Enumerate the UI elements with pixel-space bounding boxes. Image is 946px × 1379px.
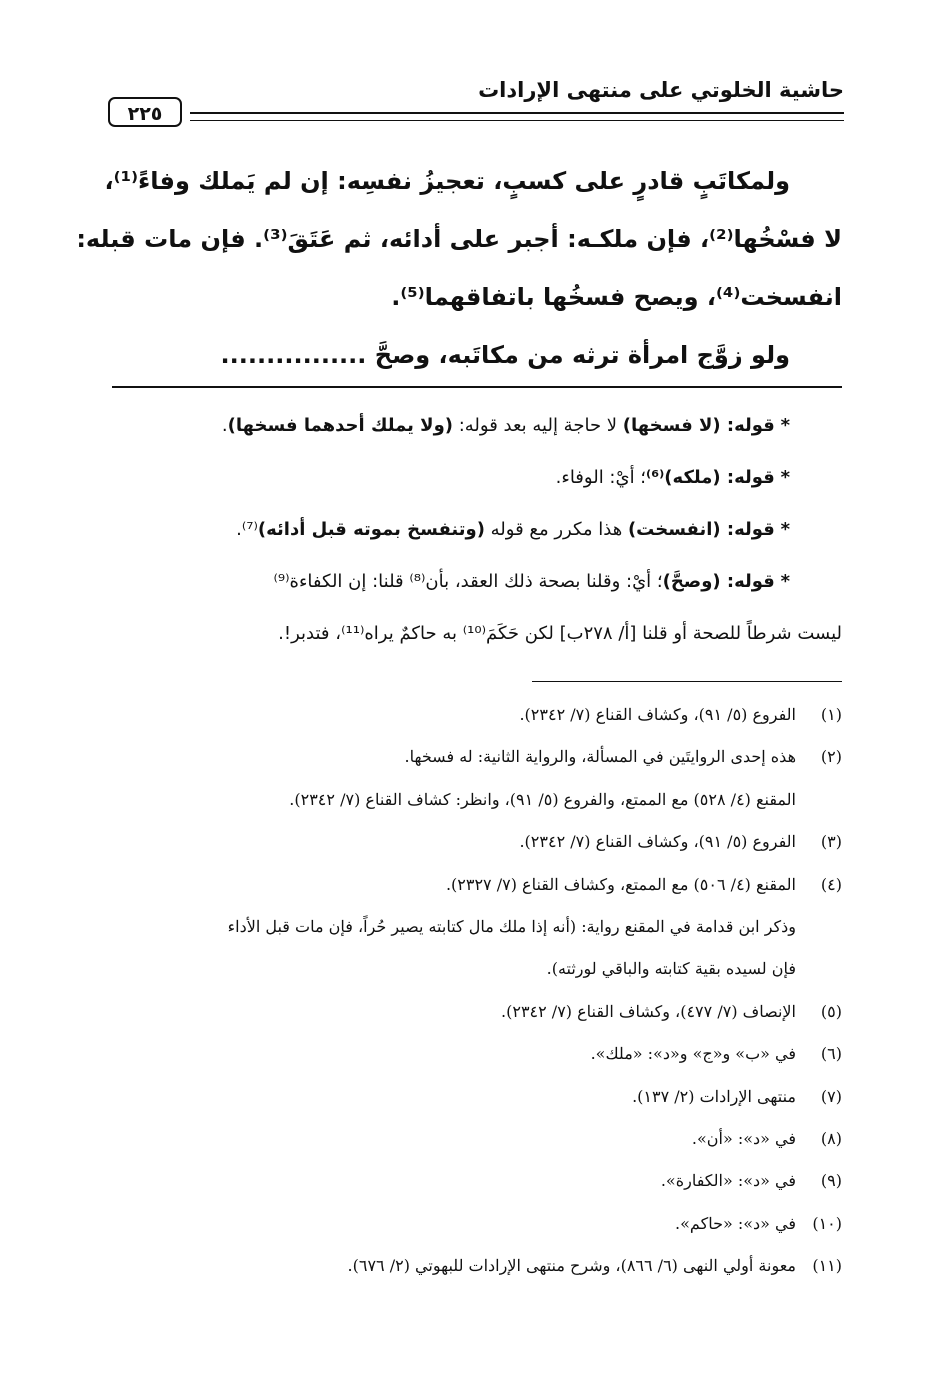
note-quote-2: (وتنفسخ بموته قبل أدائه) [257, 519, 485, 540]
note-text: ؛ أيْ: وقلنا بصحة ذلك العقد، بأن⁽⁸⁾ قلنا: إن الكفاءة⁽⁹⁾ [273, 571, 663, 592]
footnote-text: معونة أولي النهى (٦/ ٨٦٦)، وشرح منتهى الإرادات للبهوتي (٢/ ٦٧٦). [347, 1256, 796, 1276]
hashiya-notes [112, 400, 842, 660]
footnote [112, 1160, 842, 1202]
running-title: حاشية الخلوتي على منتهى الإرادات [478, 78, 844, 102]
note-item [112, 452, 842, 504]
note-quote: (انفسخت) [627, 519, 721, 540]
footnote-continuation: المقنع (٤/ ٥٢٨) مع الممتع، والفروع (٥/ ٩١)، وانظر: كشاف القناع (٧/ ٢٣٤٢). [289, 789, 796, 809]
page-header [108, 78, 844, 128]
note-suffix: ⁽⁷⁾. [236, 519, 258, 540]
note-text: لا حاجة إليه بعد قوله: [452, 415, 623, 436]
footnote-number: (١١) [812, 1256, 842, 1276]
footnote-number: (١٠) [812, 1213, 842, 1233]
note-quote: (ملكه)⁽⁶⁾ [646, 467, 721, 488]
text-separator-rule [112, 386, 842, 388]
footnote-continuation: وذكر ابن قدامة في المقنع رواية: (أنه إذا ملك مال كتابته يصير حُراً، فإن مات قبل الأداء [227, 917, 796, 937]
footnote-number: (٣) [820, 832, 842, 852]
note-suffix: . [221, 415, 228, 436]
footnote [112, 1245, 842, 1287]
footnote-text: في «د»: «الكفارة». [660, 1171, 796, 1191]
footnote-text: الفروع (٥/ ٩١)، وكشاف القناع (٧/ ٢٣٤٢). [519, 705, 796, 724]
note-text: ؛ أيْ: الوفاء. [555, 467, 647, 488]
footnote-text: هذه إحدى الروايتَين في المسألة، والرواية الثانية: له فسخها. [404, 747, 796, 767]
note-quote: (لا فسخها) [622, 415, 721, 436]
footnote [112, 1118, 842, 1160]
footnote [112, 821, 842, 863]
footnote-continuation: فإن لسيده بقية كتابته والباقي لورثته). [546, 959, 796, 979]
footnote-number: (٧) [820, 1086, 842, 1106]
footnote-text: الفروع (٥/ ٩١)، وكشاف القناع (٧/ ٢٣٤٢). [519, 832, 796, 852]
footnote [112, 694, 842, 736]
footnote [112, 1033, 842, 1075]
footnote-number: (٨) [820, 1129, 842, 1149]
main-line: ولمكاتَبٍ قادرٍ على كسبٍ، تعجيزُ نفسِه: إن لم يَملك وفاءً⁽¹⁾، [104, 167, 790, 195]
footnotes [112, 694, 842, 1288]
footnote-text: في «د»: «أن». [691, 1129, 796, 1149]
note-quote-2: (ولا يملك أحدهما فسخها) [227, 415, 453, 436]
footnote-text: في «د»: «حاكم». [675, 1213, 796, 1233]
note-prefix: قوله: [720, 571, 775, 592]
main-line-last [112, 326, 842, 384]
footnote-text: المقنع (٤/ ٥٠٦) مع الممتع، وكشاف القناع (٧/ ٢٣٢٧). [445, 874, 796, 894]
ellipsis-dots: ................ [220, 341, 367, 369]
footnote [112, 1076, 842, 1118]
footnote-number: (٩) [820, 1171, 842, 1191]
footnote [112, 1203, 842, 1245]
asterisk-bullet: * [780, 467, 790, 488]
main-line: لا فسْخُها⁽²⁾، فإن ملكـه: أجبر على أدائه، ثم عَتَقَ⁽³⁾. فإن مات قبله: [76, 225, 842, 253]
footnote-separator-rule [532, 681, 842, 682]
footnote-number: (٤) [820, 874, 842, 894]
note-quote: (وصحَّ) [662, 571, 721, 592]
note-item [112, 556, 842, 608]
page-number: ٢٢٥ [108, 97, 182, 127]
note-item [112, 400, 842, 452]
footnote-number: (٦) [820, 1044, 842, 1064]
main-line: انفسخت⁽⁴⁾، ويصح فسخُها باتفاقهما⁽⁵⁾. [391, 283, 842, 311]
footnote [112, 991, 842, 1033]
header-rule [190, 112, 844, 121]
footnote-number: (٢) [820, 747, 842, 767]
footnote-text: منتهى الإرادات (٢/ ١٣٧). [632, 1086, 796, 1106]
note-text: هذا مكرر مع قوله [484, 519, 628, 540]
footnote-text: الإنصاف (٧/ ٤٧٧)، وكشاف القناع (٧/ ٢٣٤٢). [501, 1001, 796, 1021]
main-text [76, 152, 842, 384]
note-prefix: قوله: [720, 415, 775, 436]
note-item [112, 504, 842, 556]
asterisk-bullet: * [780, 519, 790, 540]
asterisk-bullet: * [780, 571, 790, 592]
note-prefix: قوله: [720, 467, 775, 488]
footnote [112, 864, 842, 906]
asterisk-bullet: * [780, 415, 790, 436]
note-prefix: قوله: [720, 519, 775, 540]
footnote-number: (١) [820, 705, 842, 724]
main-line-text: ولو زوَّج امرأة ترثه من مكاتَبه، وصحَّ [374, 341, 790, 369]
note-continuation: ليست شرطاً للصحة أو قلنا [أ/ ٢٧٨ب] لكن حَكَمَ⁽¹⁰⁾ به حاكمٌ يراه⁽¹¹⁾، فتدبر!. [278, 623, 842, 644]
footnote-number: (٥) [820, 1001, 842, 1021]
footnote [112, 736, 842, 778]
footnote-text: في «ب» و«ج» و«د»: «ملك». [590, 1044, 796, 1064]
